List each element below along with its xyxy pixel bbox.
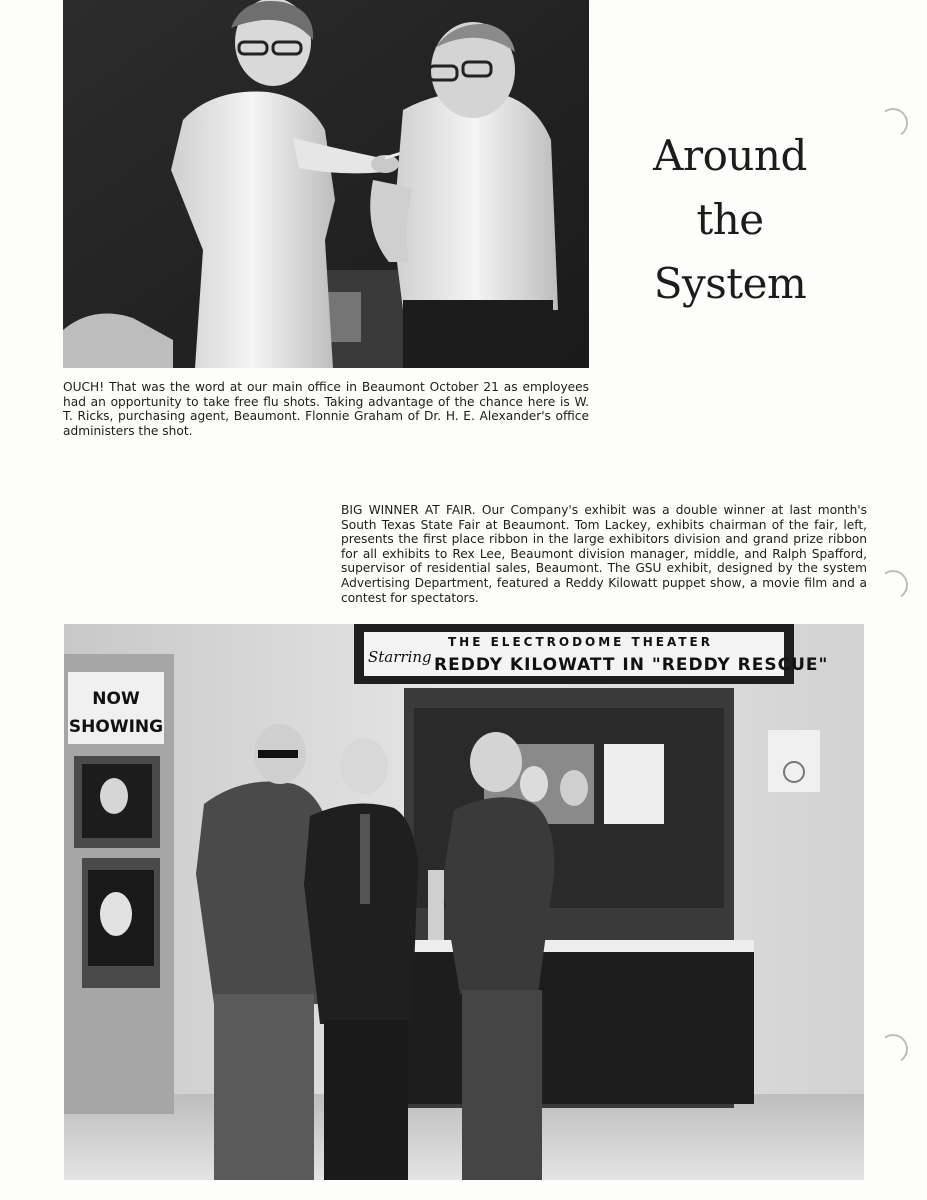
binder-hole-bottom [876,1032,911,1067]
ribbon-award [360,814,370,904]
binder-hole-top [876,106,911,141]
flu-shot-photo [63,0,589,368]
fair-exhibit-illustration [64,624,864,1180]
flu-shot-caption [63,380,589,438]
marquee-script-text: Starring [368,648,432,666]
binder-hole-middle [876,568,911,603]
theater-marquee [354,624,828,684]
flu-shot-illustration [63,0,589,368]
now-showing-sign-line-1: NOW [92,689,140,709]
fair-exhibit-photo [64,624,864,1180]
heading-line-1: Around [653,131,807,180]
section-heading [630,124,830,316]
marquee-show-title: REDDY KILOWATT IN "REDDY RESCUE" [434,655,829,675]
fair-caption [341,503,867,605]
now-showing-sign-line-2: SHOWING [68,717,164,737]
heading-line-3: System [653,259,807,308]
caption-body: That was the word at our main office in Beaumont October 21 as employees had an opportunity to take free flu shots. Taking advantage of the chance here is W. T. Ricks, purchasing agent, Beaumont. Flonnie Graham of Dr. H. E. Alexander's office administers the shot. [63,380,590,438]
puppet-right [560,770,588,806]
heading-line-2: the [696,195,764,244]
marquee-title: THE ELECTRODOME THEATER [448,635,713,649]
puppet-left [520,766,548,802]
blue-ribbon [428,870,444,940]
caption-lead: OUCH! [63,380,105,394]
caption-body: Our Company's exhibit was a double winner at last month's South Texas State Fair at Beaumont. Tom Lackey, exhibits chairman of the fair, left, presents the first place ribbon in the large exhibitors division and grand prize ribbon for all exhibits to Rex Lee, Beaumont division manager, middle, and Ralph Spafford, supervisor of residential sales, Beaumont. The GSU exhibit, designed by the system Advertising Department, featured a Reddy Kilowatt puppet show, a movie film and a contest for spectators. [341,503,867,605]
caption-lead: BIG WINNER AT FAIR. [341,503,476,517]
